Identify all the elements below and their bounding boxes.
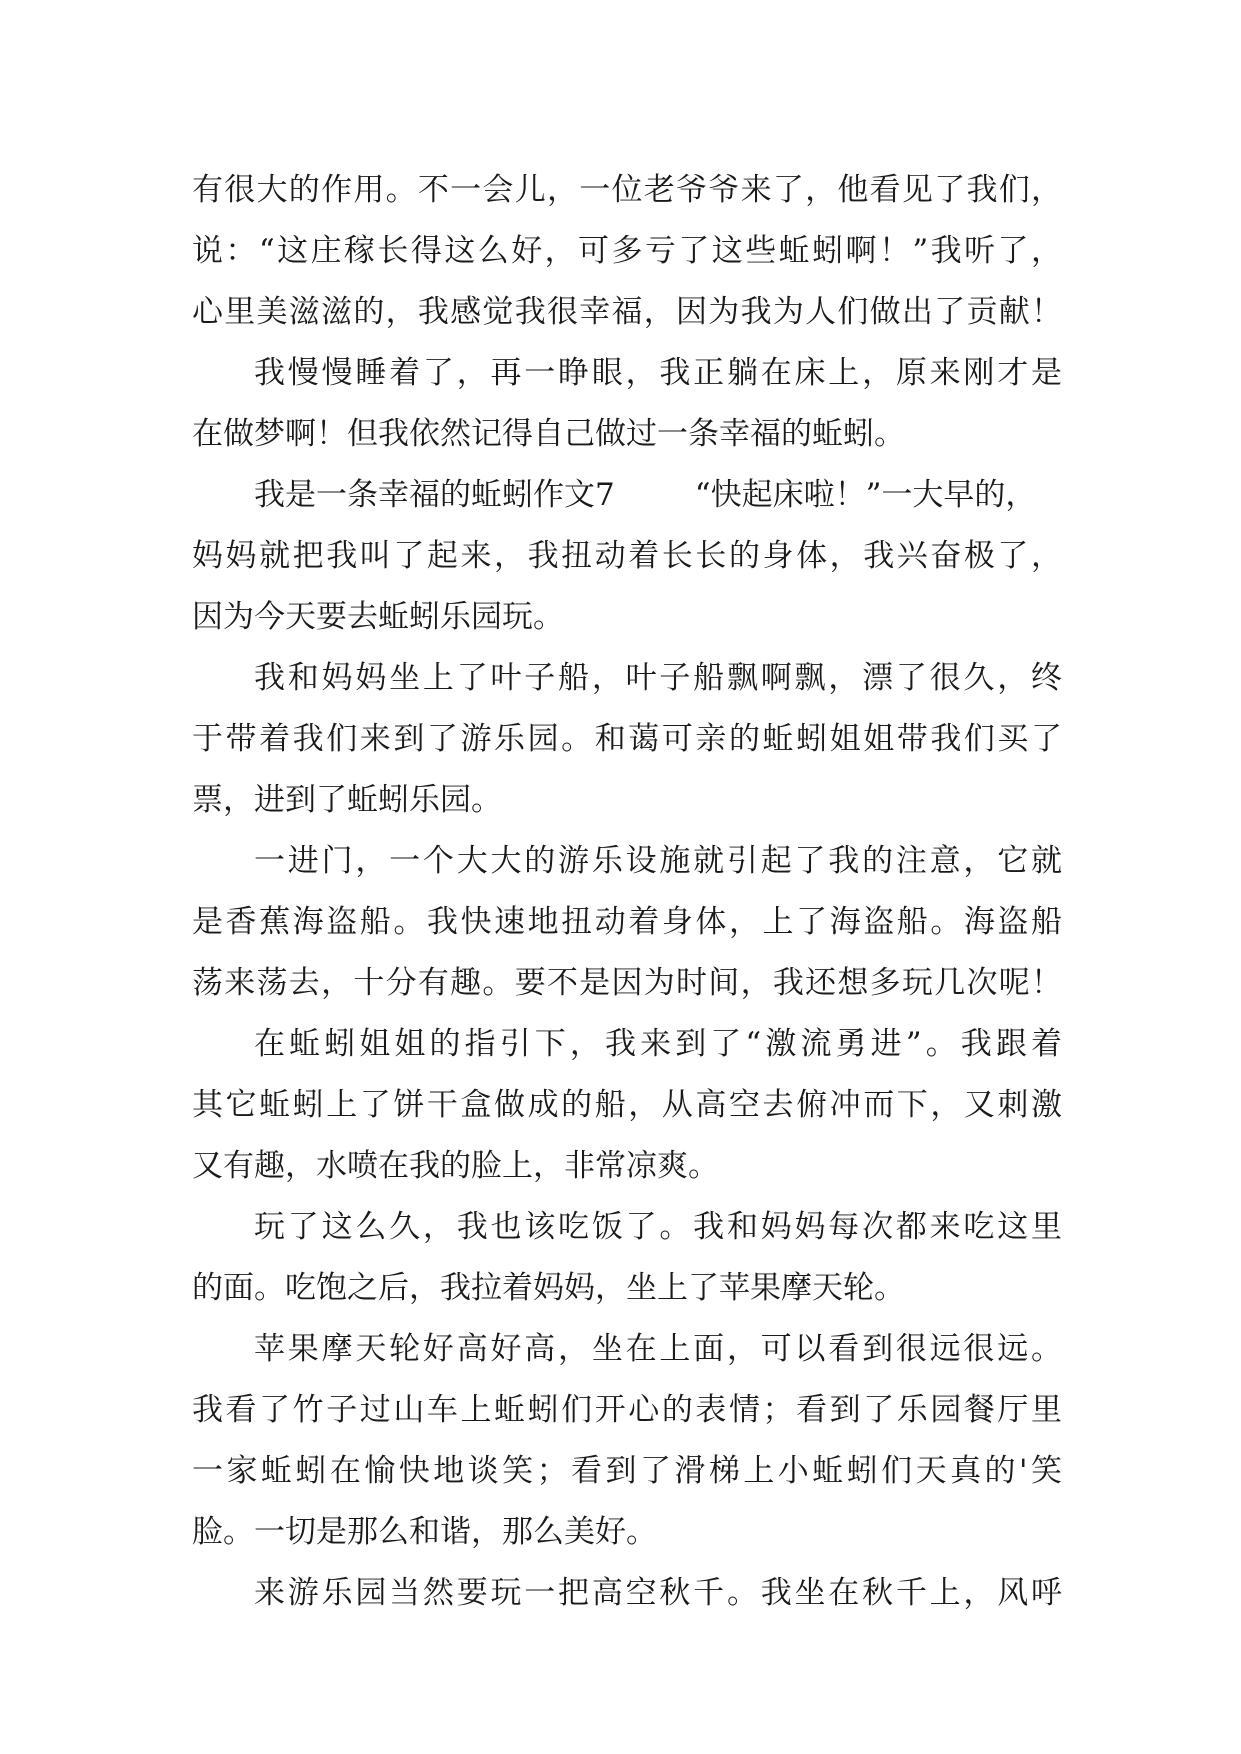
- text-line: 荡来荡去，十分有趣。要不是因为时间，我还想多玩几次呢！: [192, 965, 1062, 1001]
- paragraph-start-line: 玩了这么久，我也该吃饭了。我和妈妈每次都来吃这里: [254, 1209, 1062, 1245]
- paragraph-start-text: “快起床啦！”一大早的，: [694, 477, 1037, 513]
- paragraph-start-line: 来游乐园当然要玩一把高空秋千。我坐在秋千上，风呼: [254, 1575, 1062, 1611]
- document-body: [192, 160, 1062, 1624]
- text-line: 妈妈就把我叫了起来，我扭动着长长的身体，我兴奋极了，: [192, 538, 1062, 574]
- text-line: 说：“这庄稼长得这么好，可多亏了这些蚯蚓啊！”我听了，: [192, 233, 1062, 269]
- paragraph-start-line: 我慢慢睡着了，再一睁眼，我正躺在床上，原来刚才是: [254, 355, 1062, 391]
- paragraph-start-line: 我和妈妈坐上了叶子船，叶子船飘啊飘，漂了很久，终: [254, 660, 1062, 696]
- paragraph-start-line: 苹果摩天轮好高好高，坐在上面，可以看到很远很远。: [254, 1331, 1062, 1367]
- paragraph-start-line: 在蚯蚓姐姐的指引下，我来到了“激流勇进”。我跟着: [254, 1026, 1062, 1062]
- text-line: 我看了竹子过山车上蚯蚓们开心的表情；看到了乐园餐厅里: [192, 1392, 1062, 1428]
- text-line: 脸。一切是那么和谐，那么美好。: [192, 1514, 657, 1550]
- text-line: 票，进到了蚯蚓乐园。: [192, 782, 502, 818]
- text-line: 在做梦啊！但我依然记得自己做过一条幸福的蚯蚓。: [192, 416, 905, 452]
- section-heading-line: [192, 465, 1062, 526]
- text-line: 的面。吃饱之后，我拉着妈妈，坐上了苹果摩天轮。: [192, 1270, 905, 1306]
- text-line: 其它蚯蚓上了饼干盒做成的船，从高空去俯冲而下，又刺激: [192, 1087, 1062, 1123]
- section-heading: 我是一条幸福的蚯蚓作文7: [254, 477, 615, 513]
- paragraph-start-line: 一进门，一个大大的游乐设施就引起了我的注意，它就: [254, 843, 1062, 879]
- text-line: 一家蚯蚓在愉快地谈笑；看到了滑梯上小蚯蚓们天真的'笑: [192, 1453, 1062, 1489]
- text-line: 是香蕉海盗船。我快速地扭动着身体，上了海盗船。海盗船: [192, 904, 1062, 940]
- text-line: 于带着我们来到了游乐园。和蔼可亲的蚯蚓姐姐带我们买了: [192, 721, 1062, 757]
- text-line: 心里美滋滋的，我感觉我很幸福，因为我为人们做出了贡献！: [192, 294, 1062, 330]
- text-line: 又有趣，水喷在我的脸上，非常凉爽。: [192, 1148, 719, 1184]
- text-line: 有很大的作用。不一会儿，一位老爷爷来了，他看见了我们，: [192, 172, 1062, 208]
- text-line: 因为今天要去蚯蚓乐园玩。: [192, 599, 564, 635]
